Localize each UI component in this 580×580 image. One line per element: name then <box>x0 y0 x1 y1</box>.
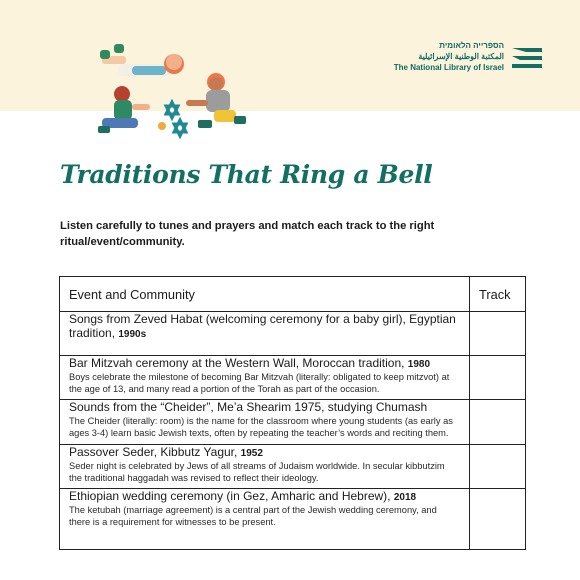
event-description: Boys celebrate the milestone of becoming Bar Mitzvah (literally: obligated to keep mitzvot) at the age of 13, and many read a portion of the Torah as part of the occasion. <box>69 372 450 394</box>
column-header-event: Event and Community <box>60 277 470 312</box>
event-cell <box>60 445 470 489</box>
event-year: 1980 <box>407 359 431 370</box>
event-cell <box>60 400 470 445</box>
event-description: The Cheider (literally: room) is the name for the classroom where young students (as early as ages 3-4) learn basic Jewish texts, often by repeating the teacher’s words and reciting them. <box>69 416 453 438</box>
column-header-track: Track <box>470 277 526 312</box>
event-name: Passover Seder, Kibbutz Yagur, <box>69 445 241 459</box>
event-description: The ketubah (marriage agreement) is a central part of the Jewish wedding ceremony, and there is a requirement for witnesses to be present. <box>69 505 437 527</box>
track-answer-cell[interactable] <box>470 356 526 400</box>
event-cell <box>60 489 470 550</box>
event-name: Sounds from the “Cheider”, Me’a Shearim 1975, studying Chumash <box>69 400 428 414</box>
table-header-row <box>60 277 526 312</box>
event-year: 1952 <box>240 448 263 459</box>
event-year: 2018 <box>393 492 417 503</box>
event-name: Songs from Zeved Habat (welcoming ceremony for a baby girl), Egyptian tradition, <box>69 312 456 340</box>
table-row <box>60 356 526 400</box>
event-name: Ethiopian wedding ceremony (in Gez, Amharic and Hebrew), <box>69 489 394 503</box>
track-answer-cell[interactable] <box>470 445 526 489</box>
event-name: Bar Mitzvah ceremony at the Western Wall, Moroccan tradition, <box>69 356 408 370</box>
event-cell <box>60 312 470 356</box>
page-title: Traditions That Ring a Bell <box>60 160 433 189</box>
table-row <box>60 489 526 550</box>
track-answer-cell[interactable] <box>470 489 526 550</box>
logo-english-name: The National Library of Israel <box>393 63 504 72</box>
table-row <box>60 445 526 489</box>
logo-hebrew-name: הספרייה הלאומית <box>439 41 504 50</box>
national-library-logo <box>374 40 544 76</box>
logo-arabic-name: المكتبة الوطنية الإسرائيلية <box>418 52 504 61</box>
children-playing-illustration <box>88 36 268 142</box>
table-row <box>60 400 526 445</box>
event-year: 1990s <box>118 329 147 340</box>
event-description: Seder night is celebrated by Jews of all streams of Judaism worldwide. In secular kibbutzim the traditional haggadah was revised to reflect their ideology. <box>69 461 445 483</box>
instructions-text: Listen carefully to tunes and prayers and match each track to the right ritual/event/community. <box>60 220 435 248</box>
track-answer-cell[interactable] <box>470 400 526 445</box>
event-cell <box>60 356 470 400</box>
table-row <box>60 312 526 356</box>
library-logo-icon <box>510 42 544 72</box>
matching-table <box>59 276 526 550</box>
track-answer-cell[interactable] <box>470 312 526 356</box>
